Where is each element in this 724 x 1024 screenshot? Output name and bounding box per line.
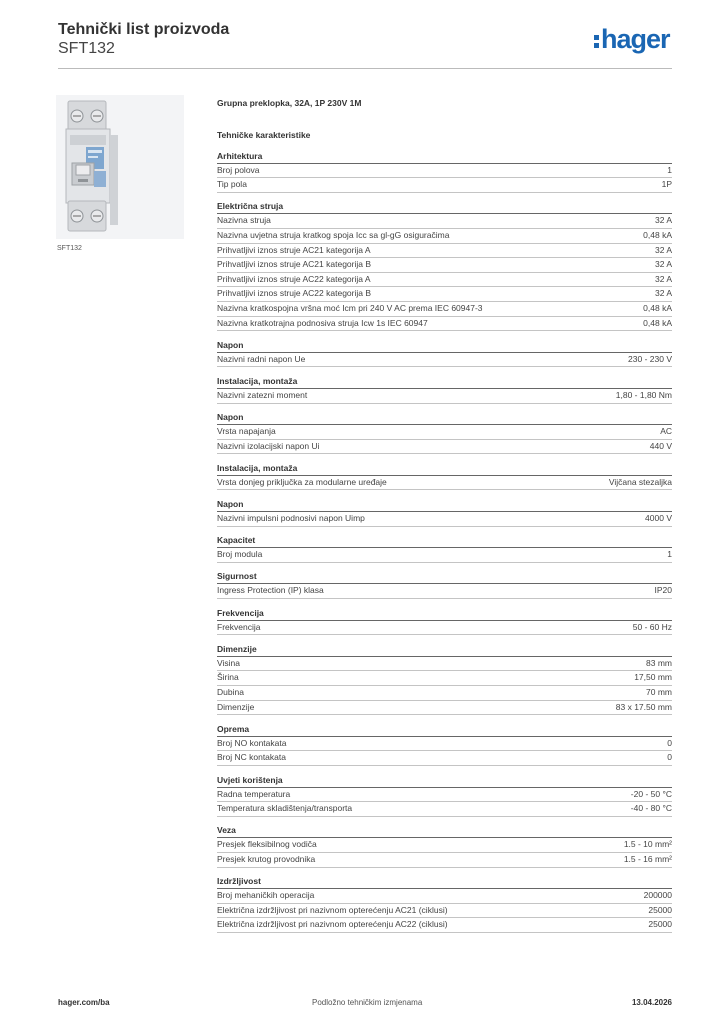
spec-group — [217, 533, 672, 563]
spec-group-title: Napon — [217, 338, 672, 353]
spec-row — [217, 621, 672, 636]
footer-website[interactable]: hager.com/ba — [58, 998, 110, 1007]
spec-label: Nazivna kratkospojna vršna moć Icm pri 240 V AC prema IEC 60947-3 — [217, 302, 483, 313]
spec-value: 32 A — [654, 288, 672, 299]
spec-value: 1.5 - 16 mm² — [623, 853, 672, 864]
spec-group — [217, 149, 672, 193]
spec-row — [217, 548, 672, 563]
spec-row — [217, 440, 672, 455]
spec-group-title: Veza — [217, 823, 672, 838]
spec-row — [217, 802, 672, 817]
spec-label: Broj NC kontakata — [217, 752, 286, 763]
product-description: Grupna preklopka, 32A, 1P 230V 1M — [217, 98, 362, 108]
spec-label: Prihvatljivi iznos struje AC21 kategorija B — [217, 259, 372, 270]
spec-value: 0,48 kA — [643, 302, 672, 313]
spec-group-title: Električna struja — [217, 199, 672, 214]
spec-row — [217, 737, 672, 752]
spec-label: Frekvencija — [217, 621, 261, 632]
spec-value: 0,48 kA — [643, 317, 672, 328]
spec-value: 4000 V — [645, 513, 672, 524]
spec-value: AC — [660, 426, 672, 437]
spec-value: IP20 — [654, 585, 672, 596]
spec-group — [217, 410, 672, 454]
spec-label: Nazivni izolacijski napon Ui — [217, 440, 320, 451]
spec-row — [217, 273, 672, 288]
spec-value: 25000 — [648, 919, 672, 930]
spec-group-title: Dimenzije — [217, 642, 672, 657]
spec-group — [217, 199, 672, 331]
spec-row — [217, 229, 672, 244]
spec-value: 32 A — [654, 215, 672, 226]
spec-label: Električna izdržljivost pri nazivnom opterećenju AC21 (ciklusi) — [217, 904, 448, 915]
spec-group — [217, 606, 672, 636]
spec-group — [217, 773, 672, 817]
spec-label: Vrsta donjeg priključka za modularne uređaje — [217, 476, 387, 487]
spec-row — [217, 178, 672, 193]
spec-row — [217, 904, 672, 919]
spec-label: Vrsta napajanja — [217, 426, 276, 437]
spec-label: Dimenzije — [217, 701, 255, 712]
spec-label: Dubina — [217, 687, 244, 697]
spec-group-title: Napon — [217, 410, 672, 425]
spec-label: Broj polova — [217, 164, 260, 175]
spec-row — [217, 244, 672, 259]
spec-group-title: Izdržljivost — [217, 874, 672, 889]
spec-value: -20 - 50 °C — [630, 788, 672, 799]
spec-value: 83 mm — [646, 657, 672, 668]
hager-logo[interactable] — [594, 24, 670, 55]
spec-row — [217, 671, 672, 686]
section-title: Tehničke karakteristike — [217, 130, 311, 140]
spec-label: Prihvatljivi iznos struje AC22 kategorija B — [217, 288, 372, 299]
spec-value: Vijčana stezaljka — [608, 476, 672, 487]
spec-value: 200000 — [643, 890, 672, 901]
spec-label: Visina — [217, 657, 240, 668]
footer-notice: Podložno tehničkim izmjenama — [312, 998, 423, 1007]
spec-value: 440 V — [649, 440, 672, 451]
spec-label: Temperatura skladištenja/transporta — [217, 803, 353, 814]
spec-label: Nazivna uvjetna struja kratkog spoja Icc sa gl-gG osiguračima — [217, 229, 450, 240]
circuit-switch-icon — [56, 95, 184, 239]
spec-group-title: Arhitektura — [217, 149, 672, 164]
spec-row — [217, 751, 672, 766]
spec-group-title: Instalacija, montaža — [217, 374, 672, 389]
spec-row — [217, 788, 672, 803]
spec-label: Prihvatljivi iznos struje AC21 kategorija A — [217, 244, 371, 255]
spec-row — [217, 838, 672, 853]
spec-value: 17,50 mm — [634, 672, 672, 683]
spec-row — [217, 686, 672, 701]
spec-value: 1,80 - 1,80 Nm — [615, 389, 672, 400]
spec-group-title: Oprema — [217, 722, 672, 737]
spec-label: Električna izdržljivost pri nazivnom opterećenju AC22 (ciklusi) — [217, 919, 448, 930]
spec-group-title: Sigurnost — [217, 569, 672, 584]
spec-row — [217, 302, 672, 317]
spec-value: 25000 — [648, 904, 672, 915]
document-title: Tehnički list proizvoda — [58, 21, 230, 38]
spec-label: Nazivna kratkotrajna podnosiva struja Icw 1s IEC 60947 — [217, 317, 428, 328]
spec-label: Radna temperatura — [217, 788, 291, 799]
spec-row — [217, 389, 672, 404]
spec-value: 32 A — [654, 273, 672, 284]
spec-label: Broj modula — [217, 549, 263, 560]
spec-value: 32 A — [654, 244, 672, 255]
spec-row — [217, 317, 672, 332]
spec-row — [217, 889, 672, 904]
spec-row — [217, 353, 672, 368]
spec-label: Tip pola — [217, 179, 247, 190]
spec-label: Nazivni radni napon Ue — [217, 353, 306, 364]
spec-group — [217, 823, 672, 867]
spec-value: 1P — [661, 179, 672, 190]
header-divider — [58, 68, 672, 69]
spec-row — [217, 853, 672, 868]
logo-text: hager — [601, 24, 670, 54]
spec-group-title: Uvjeti korištenja — [217, 773, 672, 788]
spec-group-title: Frekvencija — [217, 606, 672, 621]
spec-row — [217, 512, 672, 527]
spec-row — [217, 258, 672, 273]
spec-row — [217, 164, 672, 179]
spec-group — [217, 642, 672, 715]
spec-group-title: Kapacitet — [217, 533, 672, 548]
spec-value: 83 x 17.50 mm — [615, 701, 672, 712]
footer-date: 13.04.2026 — [631, 998, 672, 1007]
spec-value: 1 — [667, 164, 672, 175]
spec-value: 50 - 60 Hz — [632, 621, 672, 632]
spec-value: 0,48 kA — [643, 229, 672, 240]
spec-label: Nazivni impulsni podnosivi napon Uimp — [217, 513, 365, 524]
spec-value: 0 — [667, 737, 672, 748]
spec-row — [217, 214, 672, 229]
spec-row — [217, 657, 672, 672]
spec-value: -40 - 80 °C — [630, 803, 672, 814]
spec-group — [217, 874, 672, 933]
spec-row — [217, 701, 672, 716]
spec-group — [217, 722, 672, 766]
spec-group — [217, 497, 672, 527]
spec-groups — [217, 149, 672, 933]
spec-group — [217, 569, 672, 599]
spec-row — [217, 287, 672, 302]
spec-value: 230 - 230 V — [628, 353, 672, 364]
image-caption: SFT132 — [57, 245, 82, 252]
spec-sheet — [217, 96, 672, 933]
spec-label: Širina — [217, 672, 239, 683]
logo-dots-icon — [594, 31, 600, 49]
spec-group — [217, 338, 672, 368]
spec-row — [217, 476, 672, 491]
spec-label: Broj mehaničkih operacija — [217, 890, 315, 901]
spec-row — [217, 425, 672, 440]
spec-row — [217, 584, 672, 599]
product-code: SFT132 — [58, 40, 115, 57]
spec-value: 32 A — [654, 259, 672, 270]
spec-label: Nazivna struja — [217, 215, 271, 226]
product-image — [56, 95, 184, 239]
spec-label: Presjek fleksibilnog vodiča — [217, 839, 317, 850]
spec-label: Prihvatljivi iznos struje AC22 kategorija A — [217, 273, 371, 284]
spec-group — [217, 374, 672, 404]
spec-value: 1 — [667, 549, 672, 560]
spec-label: Presjek krutog provodnika — [217, 853, 316, 864]
spec-group-title: Instalacija, montaža — [217, 461, 672, 476]
spec-label: Broj NO kontakata — [217, 737, 287, 748]
spec-value: 70 mm — [646, 687, 672, 697]
spec-value: 1.5 - 10 mm² — [623, 839, 672, 850]
spec-group-title: Napon — [217, 497, 672, 512]
spec-value: 0 — [667, 752, 672, 763]
spec-label: Nazivni zatezni moment — [217, 389, 308, 400]
spec-label: Ingress Protection (IP) klasa — [217, 585, 324, 596]
spec-group — [217, 461, 672, 491]
spec-row — [217, 918, 672, 933]
